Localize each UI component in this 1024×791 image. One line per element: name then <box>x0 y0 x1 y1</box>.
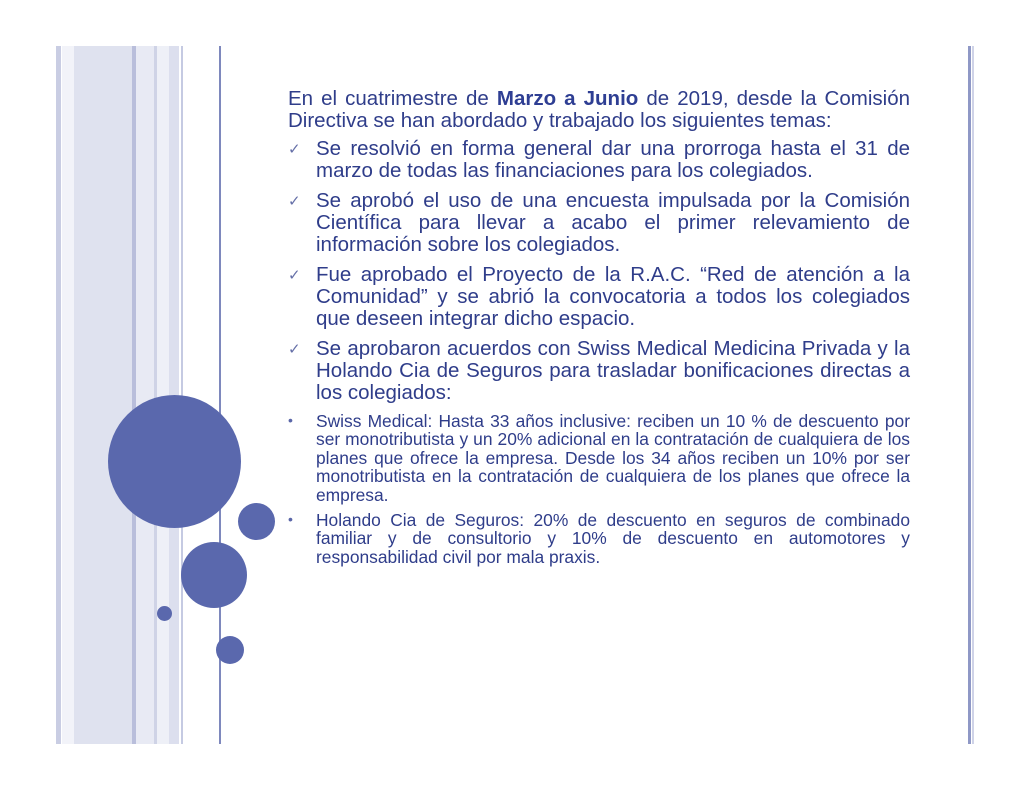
bullet-item-text: Swiss Medical: Hasta 33 años inclusive: reciben un 10 % de descuento por ser monotributista y un 20% adicional en la contratación de cualquiera de los planes que ofrece la empresa. Desde los 34 años reciben un 10% por ser monotributista en la contratación de cualquiera de los planes que ofrece la empresa. <box>316 411 910 505</box>
check-list-item <box>288 338 910 404</box>
checkmark-icon: ✓ <box>288 141 301 158</box>
check-list-item <box>288 190 910 256</box>
check-item-text: Se aprobó el uso de una encuesta impulsada por la Comisión Científica para llevar a acabo el primer relevamiento de información sobre los colegiados. <box>316 189 910 256</box>
check-list-item <box>288 138 910 182</box>
bullet-list-item <box>288 412 910 504</box>
checkmark-icon: ✓ <box>288 193 301 210</box>
right-border-line-light <box>972 46 974 744</box>
checkmark-icon: ✓ <box>288 341 301 358</box>
decor-circle-large <box>108 395 241 528</box>
bullet-list-item <box>288 511 910 566</box>
decor-circle-tiny <box>157 606 172 621</box>
check-item-text: Se aprobaron acuerdos con Swiss Medical Medicina Privada y la Holando Cia de Seguros para trasladar bonificaciones directas a los colegiados: <box>316 337 910 404</box>
check-list-item <box>288 264 910 330</box>
decor-stripe <box>136 46 154 744</box>
decor-circle-small-2 <box>216 636 244 664</box>
decor-stripe <box>56 46 61 744</box>
intro-highlight: Marzo a Junio <box>496 87 639 110</box>
decor-circle-medium <box>181 542 247 608</box>
decor-circle-small <box>238 503 275 540</box>
decor-stripe <box>74 46 132 744</box>
bullet-icon: • <box>288 511 293 528</box>
right-border-line <box>968 46 971 744</box>
slide-content <box>288 88 910 573</box>
intro-text-after: de 2019, desde la Comisión Directiva se han abordado y trabajado los siguientes temas: <box>288 87 910 132</box>
bullet-icon: • <box>288 412 293 428</box>
check-item-text: Fue aprobado el Proyecto de la R.A.C. “Red de atención a la Comunidad” y se abrió la convocatoria a todos los colegiados que deseen integrar dicho espacio. <box>316 263 910 330</box>
intro-text-before: En el cuatrimestre de <box>288 87 497 110</box>
checkmark-icon: ✓ <box>288 267 301 284</box>
check-item-text: Se resolvió en forma general dar una prorroga hasta el 31 de marzo de todas las financiaciones para los colegiados. <box>316 137 910 182</box>
bullet-item-text: Holando Cia de Seguros: 20% de descuento en seguros de combinado familiar y de consultorio y 10% de descuento en automotores y responsabilidad civil por mala praxis. <box>316 510 910 567</box>
intro-paragraph <box>288 88 910 132</box>
decor-stripe <box>62 46 74 744</box>
